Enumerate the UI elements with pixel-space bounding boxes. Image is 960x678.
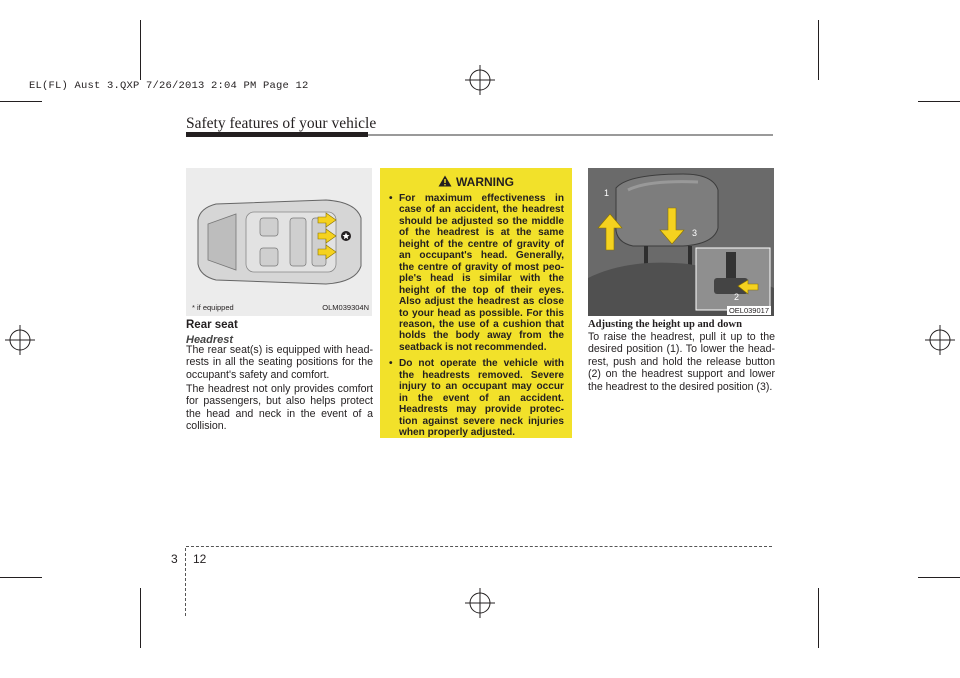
callout-1: 1 <box>604 188 610 198</box>
header-rule-dark <box>186 132 368 137</box>
car-seating-illustration <box>186 168 372 316</box>
warning-title: WARNING <box>456 175 514 189</box>
image-caption-note: * if equipped <box>192 303 234 312</box>
headrest-adjustment-illustration <box>588 168 774 316</box>
print-slug: EL(FL) Aust 3.QXP 7/26/2013 2:04 PM Page 12 <box>29 80 309 92</box>
section-title-height-adjust: Adjusting the height up and down <box>588 319 742 330</box>
footer-rule <box>186 546 772 547</box>
warning-triangle-icon <box>438 175 452 187</box>
page-number: 12 <box>193 552 207 566</box>
warning-box <box>380 168 572 438</box>
crop-mark <box>140 588 141 648</box>
paragraph: To raise the headrest, pull it up to the desired position (1). To lower the head-rest, push and hold the release button (2) on the headrest support and lower the headrest to the desired position (3). <box>588 331 775 393</box>
crop-mark <box>818 588 819 648</box>
subtitle-headrest: Headrest <box>186 334 234 346</box>
chapter-number: 3 <box>171 552 178 566</box>
callout-2: 2 <box>734 292 740 302</box>
crop-mark <box>918 577 960 578</box>
registration-mark-icon <box>465 588 495 618</box>
page-header-title: Safety features of your vehicle <box>186 115 377 132</box>
crop-mark <box>918 101 960 102</box>
warning-item: • For maximum effectiveness in case of an accident, the headrest should be adjusted so the middle of the headrest is at the same height of the centre of gravity of an occupant's head. Generally, the centre of gravity of most peo-ple's head is similar with the height of the top of their eyes. Also adjust the headrest as close to your head as possible. For this reason, the use of a cushion that holds the body away from the seatback is not recommended. <box>389 193 564 353</box>
warning-list <box>389 193 564 444</box>
crop-mark <box>0 101 42 102</box>
footer-divider <box>185 548 186 616</box>
crop-mark <box>140 20 141 80</box>
crop-mark <box>818 20 819 80</box>
paragraph: The headrest not only provides comfort for passengers, but also helps protect the head and neck in the event of a collision. <box>186 383 373 433</box>
registration-mark-icon <box>925 325 955 355</box>
section-title-rear-seat: Rear seat <box>186 319 238 331</box>
car-topview-icon <box>186 168 372 316</box>
registration-mark-icon <box>465 65 495 95</box>
warning-item: • Do not operate the vehicle with the headrests removed. Severe injury to an occupant may occur in the event of an accident. Headrests may provide protec-tion against severe neck injuries when properly adjusted. <box>389 358 564 439</box>
warning-item-text: For maximum effectiveness in case of an accident, the headrest should be adjusted so the middle of the headrest is at the same height of the centre of gravity of an occupant's head. Generally, the centre of gravity of most peo-ple's head is similar with the height of the top of their eyes. Also adjust the headrest as close to your head as possible. For this reason, the use of a cushion that holds the body away from the seatback is not recommended. <box>399 193 564 353</box>
image-code: OLM039304N <box>322 303 369 312</box>
headrest-icon <box>588 168 774 316</box>
warning-item-text: Do not operate the vehicle with the headrests removed. Severe injury to an occupant may occur in the event of an accident. Headrests may provide protec-tion against severe neck injuries when properly adjusted. <box>399 358 564 439</box>
warning-header <box>380 175 572 189</box>
crop-mark <box>0 577 42 578</box>
paragraph: The rear seat(s) is equipped with head-rests in all the seating positions for the occupant's safety and comfort. <box>186 344 373 381</box>
callout-3: 3 <box>692 228 698 238</box>
registration-mark-icon <box>5 325 35 355</box>
header-rule-light <box>368 134 773 136</box>
image-code: OEL039017 <box>728 306 769 315</box>
